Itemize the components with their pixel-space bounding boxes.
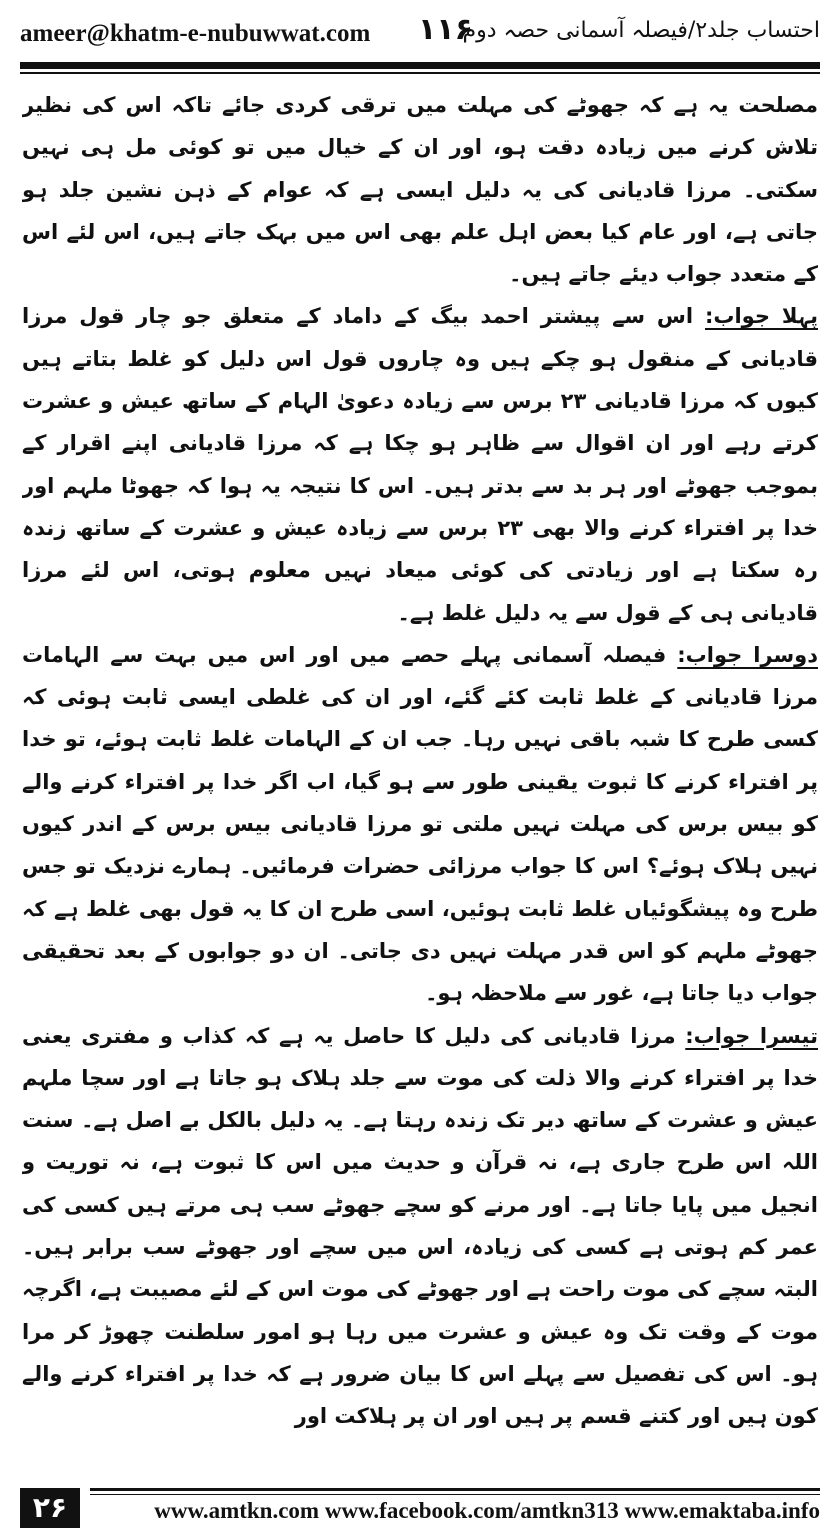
page-footer [20,1488,820,1530]
paragraph-text: مصلحت یہ ہے کہ جھوٹے کی مہلت میں ترقی کردی جائے تاکہ اس کی نظیر تلاش کرنے میں زیادہ دقت ہو، اور ان کے خیال میں تو کوئی مل ہی نہیں سکتی۔ مرزا قادیانی کی یہ دلیل ایسی ہے کہ عوام کے ذہن نشین جلد ہو جاتی ہے، اور عام کیا بعض اہل علم بھی اس میں بہک جاتے ہیں، اس لئے اس کے متعدد جواب دیئے جاتے ہیں۔ [22,93,818,287]
footer-divider-thin [90,1494,820,1495]
section-heading: دوسرا جواب: [677,642,818,667]
footer-divider [90,1488,820,1491]
header-divider-thick [20,62,820,69]
footer-page-number: ۲۶ [20,1488,80,1528]
paragraph-text: مرزا قادیانی کی دلیل کا حاصل یہ ہے کہ کذاب و مفتری یعنی خدا پر افتراء کرنے والا ذلت کی موت سے جلد ہلاک ہو جاتا ہے اور سچا ملہم عیش و عشرت کے ساتھ دیر تک زندہ رہتا ہے۔ یہ دلیل بالکل بے اصل ہے۔ سنت اللہ اس طرح جاری ہے، نہ قرآن و حدیث میں اس کا ثبوت ہے، نہ توریت و انجیل میں پایا جاتا ہے۔ اور مرنے کو سچے جھوٹے سب ہی مرتے ہیں کسی کی عمر کم ہوتی ہے کسی کی زیادہ، اس میں سچے اور جھوٹے سب برابر ہیں۔ البتہ سچے کی موت راحت ہے اور جھوٹے کی موت اس کے لئے مصیبت ہے، اگرچہ موت کے وقت تک وہ عیش و عشرت میں رہا ہو امور سلطنت چھوڑ کر مرا ہو۔ اس کی تفصیل سے پہلے اس کا بیان ضرور ہے کہ خدا پر افتراء کرنے والے کون ہیں اور کتنے قسم پر ہیں اور ان پر ہلاکت اور [22,1023,818,1429]
section-heading: پہلا جواب: [704,304,818,329]
paragraph-text: اس سے پیشتر احمد بیگ کے داماد کے متعلق جو چار قول مرزا قادیانی کے منقول ہو چکے ہیں وہ چاروں قول اس دلیل کو غلط بتاتے ہیں کیوں کہ مرزا قادیانی ۲۳ برس سے زیادہ دعویٰ الہام کے ساتھ عیش و عشرت کرتے رہے اور ان اقوال سے ظاہر ہو چکا ہے کہ مرزا قادیانی اپنے اقرار کے بموجب جھوٹے اور ہر بد سے بدتر ہیں۔ اس کا نتیجہ یہ ہوا کہ جھوٹا ملہم اور خدا پر افتراء کرنے والا بھی ۲۳ برس سے زیادہ عیش و عشرت کے ساتھ زندہ رہ سکتا ہے اور زیادتی کی کوئی میعاد نہیں معلوم ہوتی، اس لئے مرزا قادیانی ہی کے قول سے یہ دلیل غلط ہے۔ [22,304,818,625]
header-book-title: احتساب جلد۲/فیصلہ آسمانی حصہ دوم [462,18,820,43]
page-header [20,12,820,60]
paragraph [22,84,818,295]
main-text [22,84,818,1474]
section-heading: تیسرا جواب: [685,1023,818,1048]
header-page-number: ۱۱۶ [418,12,473,47]
paragraph-text: فیصلہ آسمانی پہلے حصے میں اور اس میں بہت سے الہامات مرزا قادیانی کے غلط ثابت کئے گئے، اور ان کی غلطی ایسی ثابت ہوئی کہ کسی طرح کا شبہ باقی نہیں رہا۔ جب ان کے الہامات غلط ثابت ہوئے، تو خدا پر افتراء کرنے کا ثبوت یقینی طور سے ہو گیا، اب اگر خدا پر افتراء کرنے والے کو بیس برس کی مہلت نہیں ملتی تو مرزا قادیانی بیس برس کے اندر کیوں نہیں ہلاک ہوئے؟ اس کا جواب مرزائی حضرات فرمائیں۔ ہمارے نزدیک تو جس طرح وہ پیشگوئیاں غلط ثابت ہوئیں، اسی طرح ان کا یہ قول بھی غلط ہے کہ جھوٹے ملہم کو اس قدر مہلت نہیں دی جاتی۔ ان دو جوابوں کے بعد تحقیقی جواب دیا جاتا ہے، غور سے ملاحظہ ہو۔ [22,642,818,1006]
header-email: ameer@khatm-e-nubuwwat.com [20,20,371,47]
paragraph [22,634,818,1015]
paragraph [22,295,818,633]
paragraph [22,1015,818,1438]
header-divider-thin [20,72,820,74]
footer-links: www.amtkn.com www.facebook.com/amtkn313 www.emaktaba.info [154,1498,820,1523]
